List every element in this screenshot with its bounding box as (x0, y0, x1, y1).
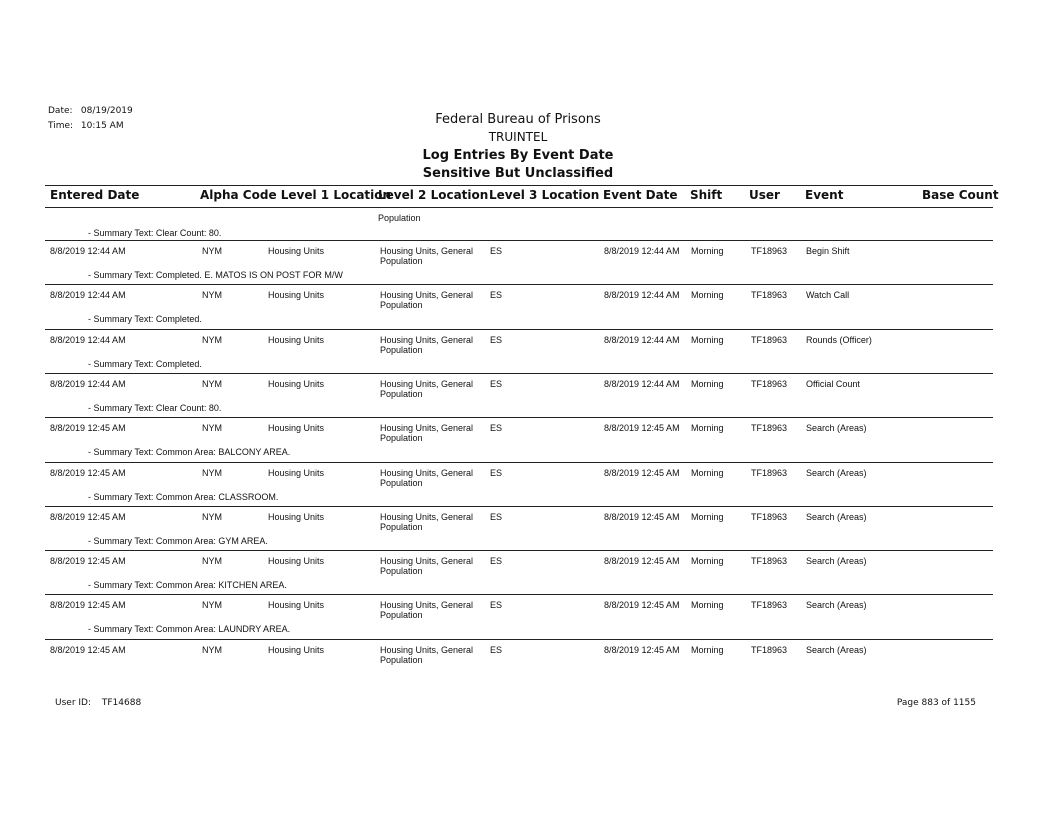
level2-cell: Housing Units, General Population (380, 334, 474, 355)
alpha-code-cell: NYM (202, 378, 222, 389)
event-date-cell: 8/8/2019 12:45 AM (604, 423, 680, 434)
summary-text: - Summary Text: Common Area: CLASSROOM. (88, 491, 279, 502)
entered-date-cell: 8/8/2019 12:44 AM (50, 334, 126, 345)
event-date-cell: 8/8/2019 12:45 AM (604, 556, 680, 567)
event-date-cell: 8/8/2019 12:45 AM (604, 644, 680, 655)
event-cell: Search (Areas) (806, 644, 867, 655)
entered-date-cell: 8/8/2019 12:45 AM (50, 644, 126, 655)
level2-cell: Housing Units, General Population (380, 423, 474, 444)
entered-date-cell: 8/8/2019 12:45 AM (50, 511, 126, 522)
page-number: Page 883 of 1155 (896, 698, 976, 708)
user-cell: TF18963 (751, 600, 788, 611)
event-date-cell: 8/8/2019 12:44 AM (604, 334, 680, 345)
report-title: Log Entries By Event Date (422, 148, 614, 163)
shift-cell: Morning (691, 644, 724, 655)
row-rule (45, 329, 993, 330)
row-rule (45, 417, 993, 418)
event-cell: Watch Call (806, 290, 850, 301)
level1-cell: Housing Units (268, 423, 325, 434)
org-title: Federal Bureau of Prisons (435, 112, 601, 127)
level2-cell: Housing Units, General Population (380, 246, 474, 266)
event-cell: Search (Areas) (806, 511, 867, 522)
col-level2: Level 2 Location (378, 188, 489, 202)
row-rule (45, 506, 993, 507)
level2-cell: Housing Units, General Population (380, 600, 474, 621)
level3-cell: ES (490, 423, 503, 434)
level1-cell: Housing Units (268, 644, 325, 655)
event-cell: Official Count (806, 378, 860, 389)
row-rule (45, 550, 993, 551)
event-cell: Search (Areas) (806, 556, 867, 567)
date-label: Date: (48, 106, 73, 116)
col-shift: Shift (690, 188, 723, 202)
alpha-code-cell: NYM (202, 556, 222, 567)
level3-cell: ES (490, 600, 503, 611)
user-cell: TF18963 (751, 378, 788, 389)
summary-text: - Summary Text: Completed. E. MATOS IS ON POST FOR M/W (88, 270, 343, 280)
event-date-cell: 8/8/2019 12:44 AM (604, 290, 680, 301)
user-cell: TF18963 (751, 423, 788, 434)
alpha-code-cell: NYM (202, 246, 222, 256)
user-cell: TF18963 (751, 644, 788, 655)
alpha-code-cell: NYM (202, 600, 222, 611)
shift-cell: Morning (691, 378, 724, 389)
summary-text: - Summary Text: Completed. (88, 358, 202, 369)
date-value: 08/19/2019 (80, 106, 133, 116)
event-cell: Rounds (Officer) (806, 334, 872, 345)
shift-cell: Morning (691, 556, 724, 567)
level1-cell: Housing Units (268, 334, 325, 345)
event-date-cell: 8/8/2019 12:44 AM (604, 246, 680, 256)
summary-text: - Summary Text: Common Area: KITCHEN AREA. (88, 580, 287, 591)
entered-date-cell: 8/8/2019 12:45 AM (50, 556, 126, 567)
shift-cell: Morning (691, 334, 724, 345)
level3-cell: ES (490, 334, 503, 345)
level1-cell: Housing Units (268, 290, 325, 301)
summary-text: - Summary Text: Common Area: GYM AREA. (88, 535, 268, 546)
row-rule (45, 639, 993, 640)
alpha-code-cell: NYM (202, 334, 222, 345)
level2-cell: Housing Units, General Population (380, 556, 474, 577)
level2-cell: Housing Units, General Population (380, 378, 474, 399)
row-rule (45, 240, 993, 241)
alpha-code-cell: NYM (202, 644, 222, 655)
entered-date-cell: 8/8/2019 12:44 AM (50, 378, 126, 389)
summary-text: - Summary Text: Completed. (88, 314, 202, 325)
col-event: Event (805, 188, 844, 202)
level1-cell: Housing Units (268, 467, 325, 478)
shift-cell: Morning (691, 246, 724, 256)
shift-cell: Morning (691, 423, 724, 434)
header-bottom-rule (45, 207, 993, 208)
level2-cell: Housing Units, General Population (380, 290, 474, 311)
level1-cell: Housing Units (268, 246, 325, 256)
col-user: User (749, 188, 780, 202)
entered-date-cell: 8/8/2019 12:45 AM (50, 423, 126, 434)
row-rule (45, 594, 993, 595)
shift-cell: Morning (691, 511, 724, 522)
col-level3: Level 3 Location (489, 188, 600, 202)
summary-text: - Summary Text: Common Area: BALCONY AREA. (88, 447, 291, 458)
alpha-code-cell: NYM (202, 423, 222, 434)
entered-date-cell: 8/8/2019 12:44 AM (50, 246, 126, 256)
shift-cell: Morning (691, 600, 724, 611)
row-rule (45, 373, 993, 374)
level3-cell: ES (490, 378, 503, 389)
event-cell: Search (Areas) (806, 600, 867, 611)
event-cell: Search (Areas) (806, 423, 867, 434)
row-rule (45, 284, 993, 285)
time-label: Time: (48, 121, 74, 131)
user-cell: TF18963 (751, 290, 788, 301)
event-date-cell: 8/8/2019 12:45 AM (604, 600, 680, 611)
col-base-count: Base Count (922, 188, 999, 202)
level2-cell: Housing Units, General Population (380, 511, 474, 532)
user-cell: TF18963 (751, 467, 788, 478)
level2-cell: Housing Units, General Population (380, 644, 474, 665)
event-date-cell: 8/8/2019 12:44 AM (604, 378, 680, 389)
shift-cell: Morning (691, 467, 724, 478)
entered-date-cell: 8/8/2019 12:45 AM (50, 467, 126, 478)
carryover-summary: - Summary Text: Clear Count: 80. (88, 228, 222, 238)
level3-cell: ES (490, 290, 503, 301)
user-cell: TF18963 (751, 511, 788, 522)
col-entered-date: Entered Date (50, 188, 140, 202)
event-cell: Search (Areas) (806, 467, 867, 478)
user-cell: TF18963 (751, 246, 788, 256)
level3-cell: ES (490, 511, 503, 522)
carryover-level2: Population (378, 213, 421, 223)
user-cell: TF18963 (751, 556, 788, 567)
time-value: 10:15 AM (80, 121, 124, 131)
entered-date-cell: 8/8/2019 12:44 AM (50, 290, 126, 301)
entered-date-cell: 8/8/2019 12:45 AM (50, 600, 126, 611)
col-event-date: Event Date (603, 188, 678, 202)
level1-cell: Housing Units (268, 378, 325, 389)
footer-user-id (55, 698, 141, 708)
row-rule (45, 462, 993, 463)
level3-cell: ES (490, 644, 503, 655)
level1-cell: Housing Units (268, 511, 325, 522)
shift-cell: Morning (691, 290, 724, 301)
col-alpha-level1: Alpha Code Level 1 Location (200, 188, 392, 202)
level1-cell: Housing Units (268, 556, 325, 567)
level2-cell: Housing Units, General Population (380, 467, 474, 488)
summary-text: - Summary Text: Clear Count: 80. (88, 402, 222, 413)
event-date-cell: 8/8/2019 12:45 AM (604, 511, 680, 522)
event-date-cell: 8/8/2019 12:45 AM (604, 467, 680, 478)
event-cell: Begin Shift (806, 246, 850, 256)
alpha-code-cell: NYM (202, 290, 222, 301)
classification-title: Sensitive But Unclassified (422, 166, 614, 181)
level3-cell: ES (490, 467, 503, 478)
level1-cell: Housing Units (268, 600, 325, 611)
level3-cell: ES (490, 556, 503, 567)
alpha-code-cell: NYM (202, 467, 222, 478)
user-id-value: TF14688 (101, 698, 142, 708)
user-cell: TF18963 (751, 334, 788, 345)
summary-text: - Summary Text: Common Area: LAUNDRY AREA. (88, 624, 291, 635)
system-title: TRUINTEL (488, 130, 548, 144)
level3-cell: ES (490, 246, 503, 256)
header-top-rule (45, 185, 993, 186)
alpha-code-cell: NYM (202, 511, 222, 522)
user-id-label: User ID: (55, 698, 91, 708)
